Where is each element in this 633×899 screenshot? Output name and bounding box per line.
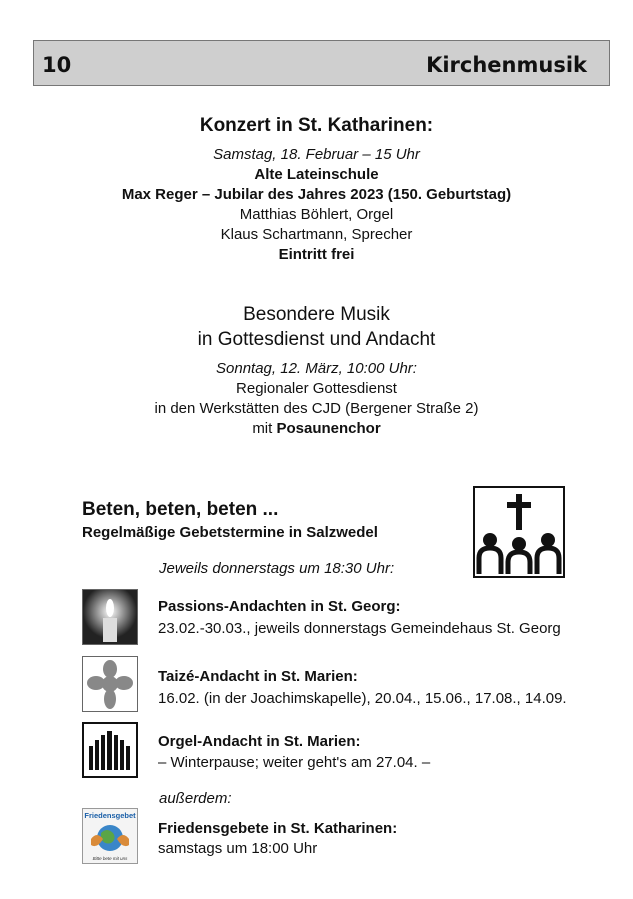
event-title-passion: Passions-Andachten in St. Georg: bbox=[158, 598, 401, 615]
special-title-line2: in Gottesdienst und Andacht bbox=[197, 329, 436, 350]
concert-venue: Alte Lateinschule bbox=[254, 166, 379, 183]
special-line2: in den Werkstätten des CJD (Bergener Straße 2) bbox=[154, 400, 479, 417]
prayer-when: Jeweils donnerstags um 18:30 Uhr: bbox=[159, 560, 395, 577]
logo-caption: Bitte bete mit uns bbox=[92, 856, 128, 861]
logo-text: Friedensgebet bbox=[84, 811, 136, 820]
concert-block bbox=[0, 113, 633, 265]
concert-performer-organ: Matthias Böhlert, Orgel bbox=[239, 206, 394, 223]
organ-pipes-icon bbox=[82, 722, 138, 778]
event-detail-passion: 23.02.-30.03., jeweils donnerstags Gemeindehaus St. Georg bbox=[158, 620, 561, 637]
special-music-block bbox=[0, 302, 633, 439]
concert-program: Max Reger – Jubilar des Jahres 2023 (150. Geburtstag) bbox=[121, 186, 512, 203]
prayer-subtitle: Regelmäßige Gebetstermine in Salzwedel bbox=[82, 524, 378, 541]
concert-title: Konzert in St. Katharinen: bbox=[199, 115, 434, 136]
event-title-taize: Taizé-Andacht in St. Marien: bbox=[158, 668, 358, 685]
special-line3-bold: Posaunenchor bbox=[276, 420, 381, 437]
section-title: Kirchenmusik bbox=[426, 53, 587, 77]
special-title-line1: Besondere Musik bbox=[243, 304, 390, 325]
prayer-title: Beten, beten, beten ... bbox=[82, 499, 279, 520]
event-detail-peace: samstags um 18:00 Uhr bbox=[158, 840, 318, 857]
concert-date: Samstag, 18. Februar – 15 Uhr bbox=[213, 146, 420, 163]
special-line3 bbox=[0, 419, 633, 439]
church-people-icon bbox=[473, 486, 565, 578]
candle-icon bbox=[82, 589, 138, 645]
taize-cross-icon bbox=[82, 656, 138, 712]
special-line3-prefix: mit bbox=[252, 420, 277, 437]
page-header bbox=[33, 40, 610, 86]
event-title-peace: Friedensgebete in St. Katharinen: bbox=[158, 820, 398, 837]
event-detail-taize: 16.02. (in der Joachimskapelle), 20.04., 15.06., 17.08., 14.09. bbox=[158, 690, 567, 707]
concert-admission: Eintritt frei bbox=[278, 246, 355, 263]
concert-performer-speaker: Klaus Schartmann, Sprecher bbox=[220, 226, 413, 243]
event-title-organ: Orgel-Andacht in St. Marien: bbox=[158, 733, 361, 750]
friedensgebet-logo bbox=[82, 808, 138, 864]
special-date: Sonntag, 12. März, 10:00 Uhr: bbox=[216, 360, 417, 377]
special-line1: Regionaler Gottesdienst bbox=[236, 380, 397, 397]
event-detail-organ: – Winterpause; weiter geht's am 27.04. – bbox=[158, 754, 431, 771]
page-number: 10 bbox=[42, 53, 72, 77]
also-label: außerdem: bbox=[159, 790, 232, 807]
